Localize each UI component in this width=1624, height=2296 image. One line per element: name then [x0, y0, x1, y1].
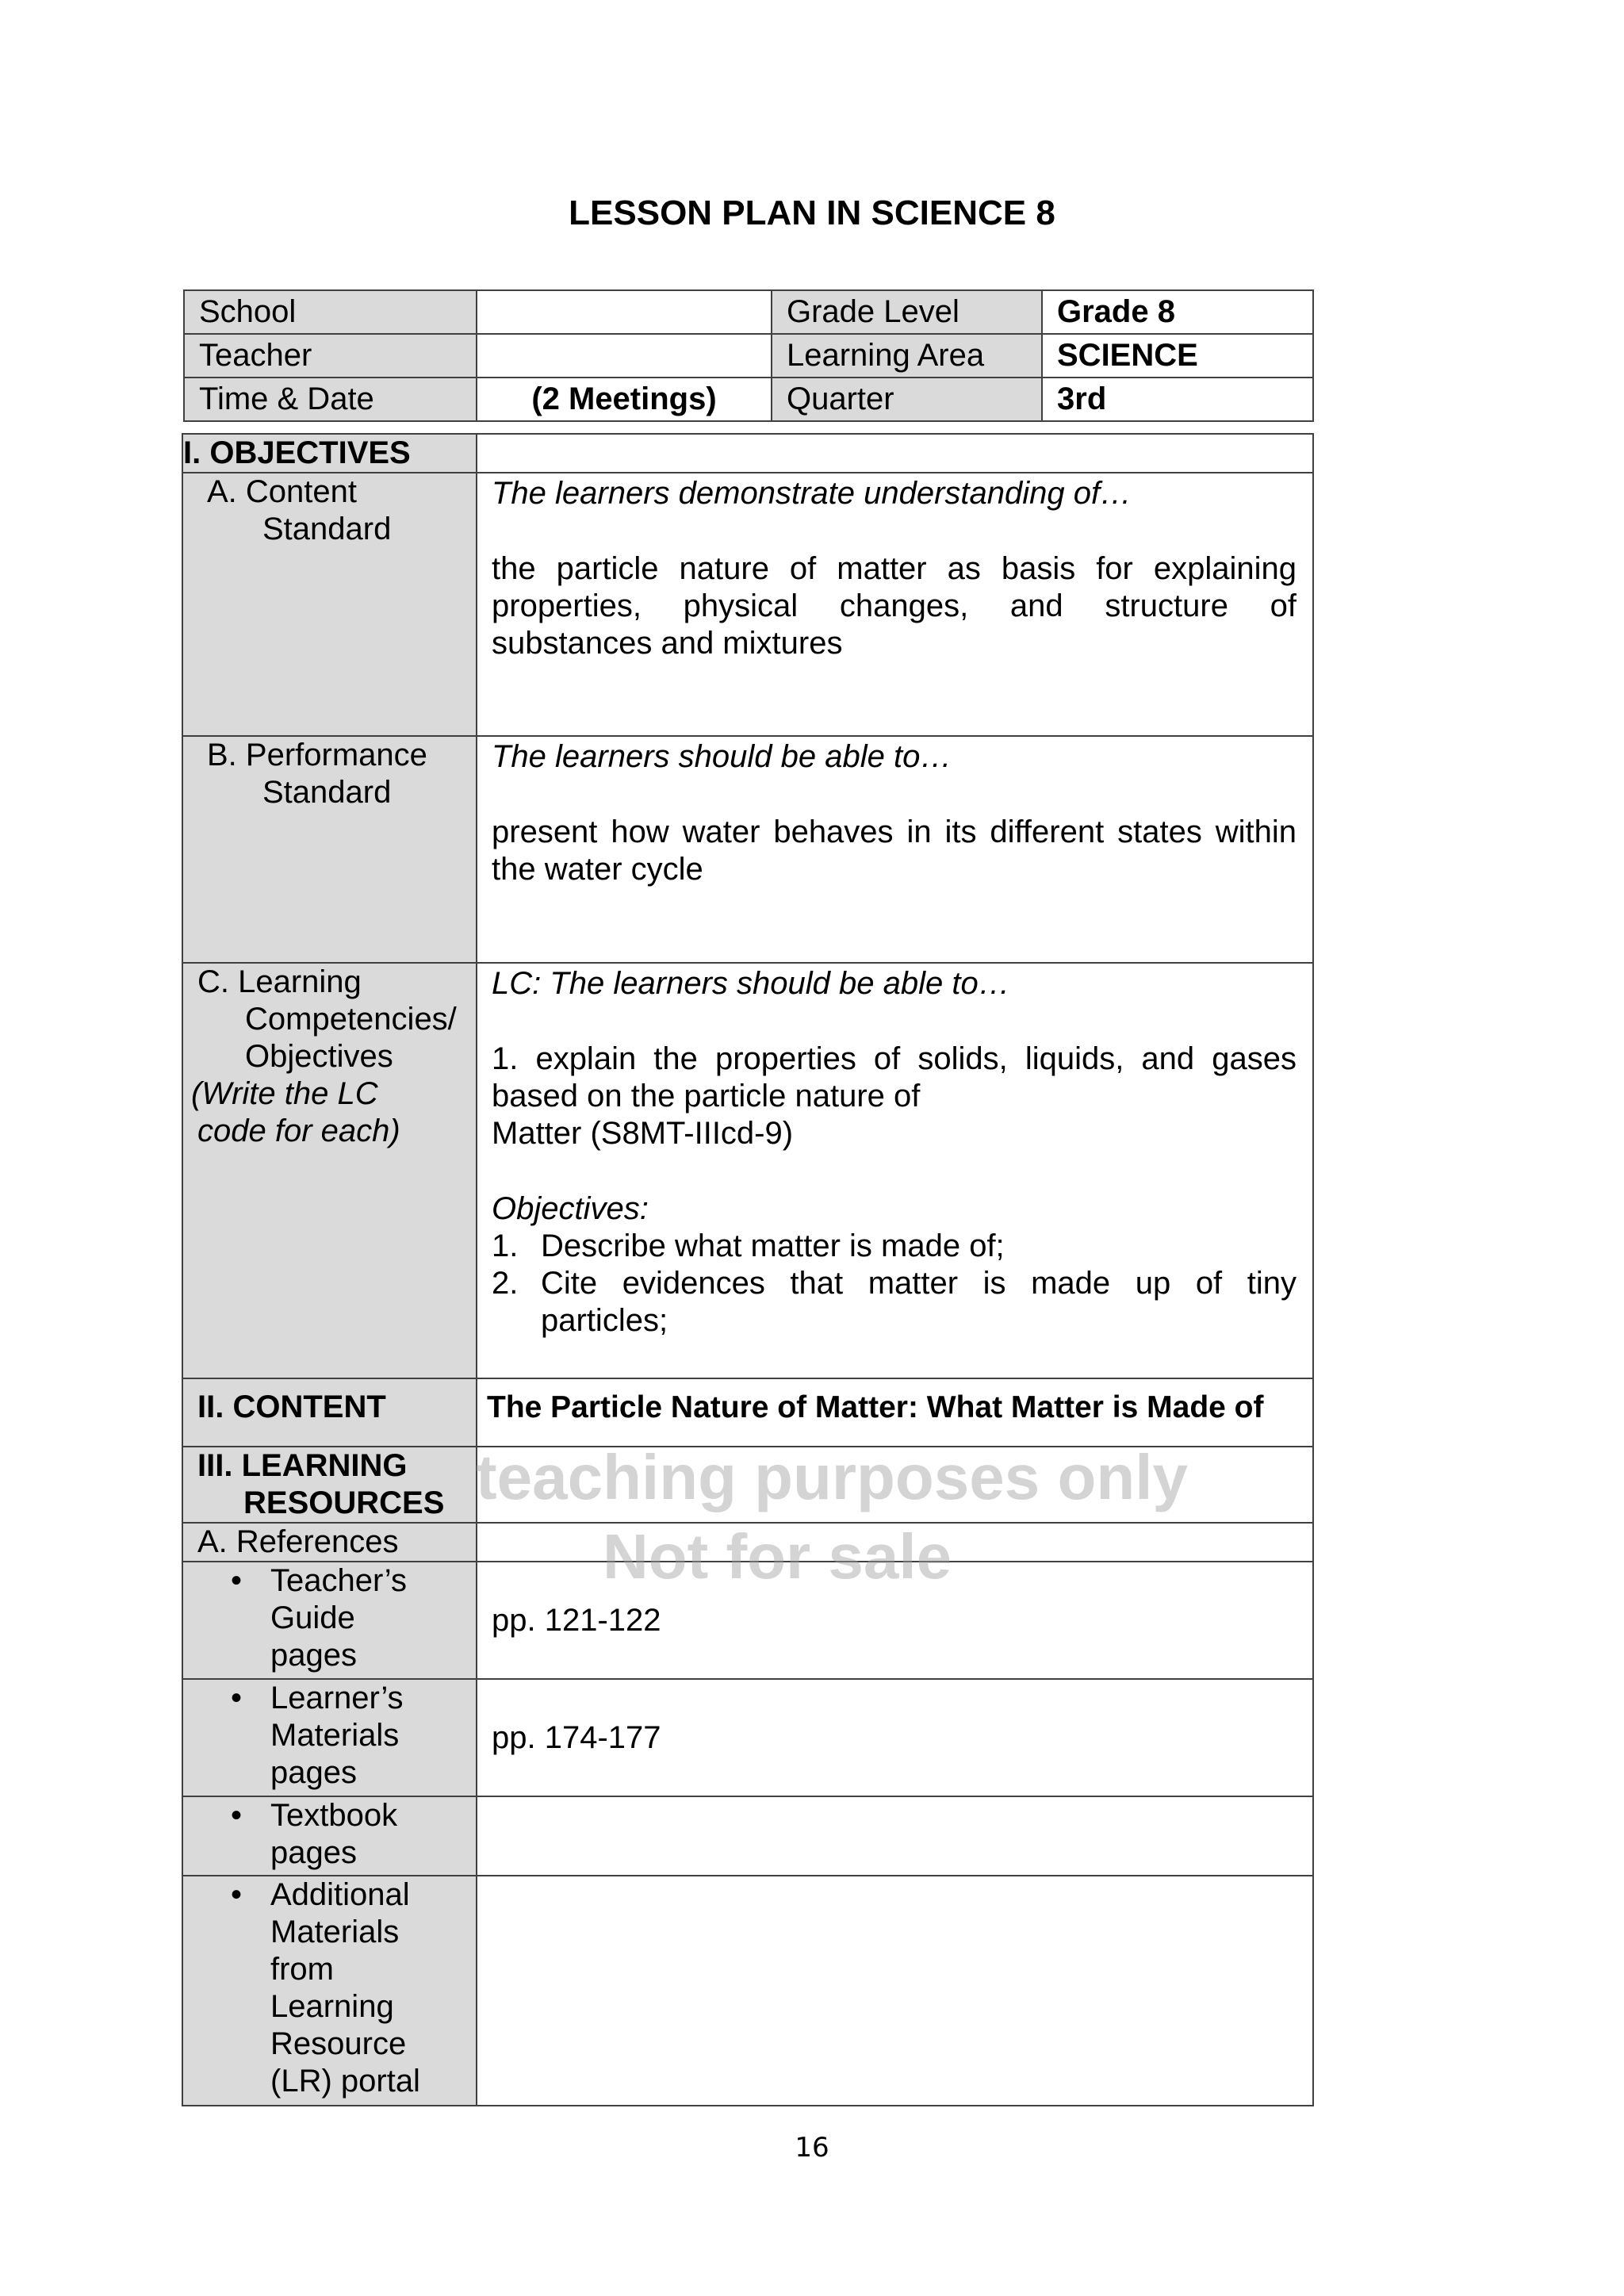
- references-empty: [477, 1523, 1313, 1562]
- header-row: [184, 334, 1313, 378]
- lc-label-line: C. Learning: [197, 964, 362, 999]
- label-line: (LR) portal: [270, 2064, 420, 2099]
- lc-note-line: (Write the LC: [191, 1076, 378, 1111]
- label-line: Learning: [270, 1989, 394, 2024]
- learning-area-label: Learning Area: [772, 334, 1042, 378]
- teachers-guide-value: pp. 121-122: [477, 1562, 1313, 1679]
- list-item: [492, 1228, 1297, 1265]
- learners-materials-value: pp. 174-177: [477, 1679, 1313, 1796]
- bullet-icon: •: [231, 1563, 243, 1598]
- performance-standard-row: [182, 736, 1313, 963]
- label-line: Guide: [270, 1600, 355, 1635]
- learning-competencies-cell: [477, 963, 1313, 1378]
- watermark-text: teaching purposes only: [476, 1442, 1188, 1512]
- time-date-label: Time & Date: [184, 378, 477, 421]
- page-title: LESSON PLAN IN SCIENCE 8: [569, 194, 1055, 232]
- school-value: [477, 290, 772, 334]
- grade-level-value: Grade 8: [1042, 290, 1313, 334]
- additional-materials-label: [182, 1876, 477, 2106]
- school-label: School: [184, 290, 477, 334]
- label-line: Materials: [270, 1915, 400, 1949]
- quarter-value: 3rd: [1042, 378, 1313, 421]
- learning-resources-label: [182, 1447, 477, 1523]
- label-line: Learner’s: [270, 1681, 404, 1715]
- list-item-text: Cite evidences that matter is made up of tiny particles;: [541, 1266, 1297, 1338]
- content-standard-label-line: A. Content: [207, 474, 358, 509]
- bullet-icon: •: [231, 1877, 243, 1912]
- content-standard-intro: The learners demonstrate understanding of…: [492, 476, 1132, 511]
- references-row: [182, 1523, 1313, 1562]
- teacher-value: [477, 334, 772, 378]
- label-line: pages: [270, 1755, 357, 1790]
- list-item-text: Describe what matter is made of;: [541, 1228, 1005, 1263]
- lc-intro: LC: The learners should be able to…: [492, 966, 1010, 1001]
- bullet-icon: •: [231, 1798, 243, 1833]
- additional-materials-row: [182, 1876, 1313, 2106]
- objectives-heading: I. OBJECTIVES: [182, 434, 477, 473]
- quarter-label: Quarter: [772, 378, 1042, 421]
- lc-text-code: Matter (S8MT-IIIcd-9): [492, 1116, 794, 1151]
- objectives-list: [492, 1228, 1297, 1340]
- label-line: Textbook: [270, 1798, 398, 1833]
- label-line: Materials: [270, 1718, 400, 1753]
- learning-resources-label-line: III. LEARNING: [197, 1448, 408, 1483]
- learning-resources-label-line: RESOURCES: [243, 1485, 445, 1520]
- content-standard-row: [182, 473, 1313, 736]
- teachers-guide-row: [182, 1562, 1313, 1679]
- performance-standard-intro: The learners should be able to…: [492, 739, 952, 774]
- references-label: A. References: [182, 1523, 477, 1562]
- objectives-row: [182, 434, 1313, 473]
- bullet-icon: •: [231, 1681, 243, 1715]
- content-value: The Particle Nature of Matter: What Matter is Made of: [477, 1378, 1313, 1447]
- learners-materials-label: [182, 1679, 477, 1796]
- label-line: Resource: [270, 2026, 407, 2061]
- list-item-number: 2.: [492, 1266, 519, 1301]
- content-standard-label-line: Standard: [262, 512, 392, 546]
- performance-standard-label-line: Standard: [262, 775, 392, 810]
- learners-materials-row: [182, 1679, 1313, 1796]
- teacher-label: Teacher: [184, 334, 477, 378]
- lc-label-line: Competencies/: [245, 1002, 457, 1037]
- learning-competencies-label: [182, 963, 477, 1378]
- objectives-empty: [477, 434, 1313, 473]
- teachers-guide-label: [182, 1562, 477, 1679]
- textbook-value: [477, 1796, 1313, 1876]
- label-line: pages: [270, 1638, 357, 1673]
- lc-label-line: Objectives: [245, 1039, 393, 1074]
- time-date-value: (2 Meetings): [477, 378, 772, 421]
- learning-resources-row: [182, 1447, 1313, 1523]
- lesson-table: [182, 433, 1314, 2106]
- performance-standard-label: [182, 736, 477, 963]
- label-line: from: [270, 1952, 334, 1987]
- content-standard-label: [182, 473, 477, 736]
- additional-materials-value: [477, 1876, 1313, 2106]
- header-row: [184, 378, 1313, 421]
- list-item: [492, 1265, 1297, 1340]
- performance-standard-text: present how water behaves in its different states within the water cycle: [492, 815, 1297, 887]
- header-table: [183, 289, 1314, 422]
- lc-note-line: code for each): [197, 1114, 400, 1148]
- label-line: pages: [270, 1835, 357, 1870]
- label-line: Teacher’s: [270, 1563, 407, 1598]
- label-line: Additional: [270, 1877, 410, 1912]
- grade-level-label: Grade Level: [772, 290, 1042, 334]
- textbook-label: [182, 1796, 477, 1876]
- content-standard-text: the particle nature of matter as basis for explaining properties, physical changes, and structure of substances and mixtures: [492, 551, 1297, 661]
- performance-standard-label-line: B. Performance: [207, 738, 427, 772]
- learning-resources-empty: [477, 1447, 1313, 1523]
- content-row: [182, 1378, 1313, 1447]
- textbook-row: [182, 1796, 1313, 1876]
- content-label: II. CONTENT: [182, 1378, 477, 1447]
- watermark-text: Not for sale: [603, 1521, 952, 1592]
- objectives-subheading: Objectives:: [492, 1191, 649, 1226]
- page-number: 16: [795, 2132, 829, 2164]
- header-row: [184, 290, 1313, 334]
- learning-area-value: SCIENCE: [1042, 334, 1313, 378]
- performance-standard-cell: [477, 736, 1313, 963]
- learning-competencies-row: [182, 963, 1313, 1378]
- list-item-number: 1.: [492, 1228, 519, 1263]
- lc-text: 1. explain the properties of solids, liquids, and gases based on the particle nature of: [492, 1041, 1297, 1114]
- content-standard-cell: [477, 473, 1313, 736]
